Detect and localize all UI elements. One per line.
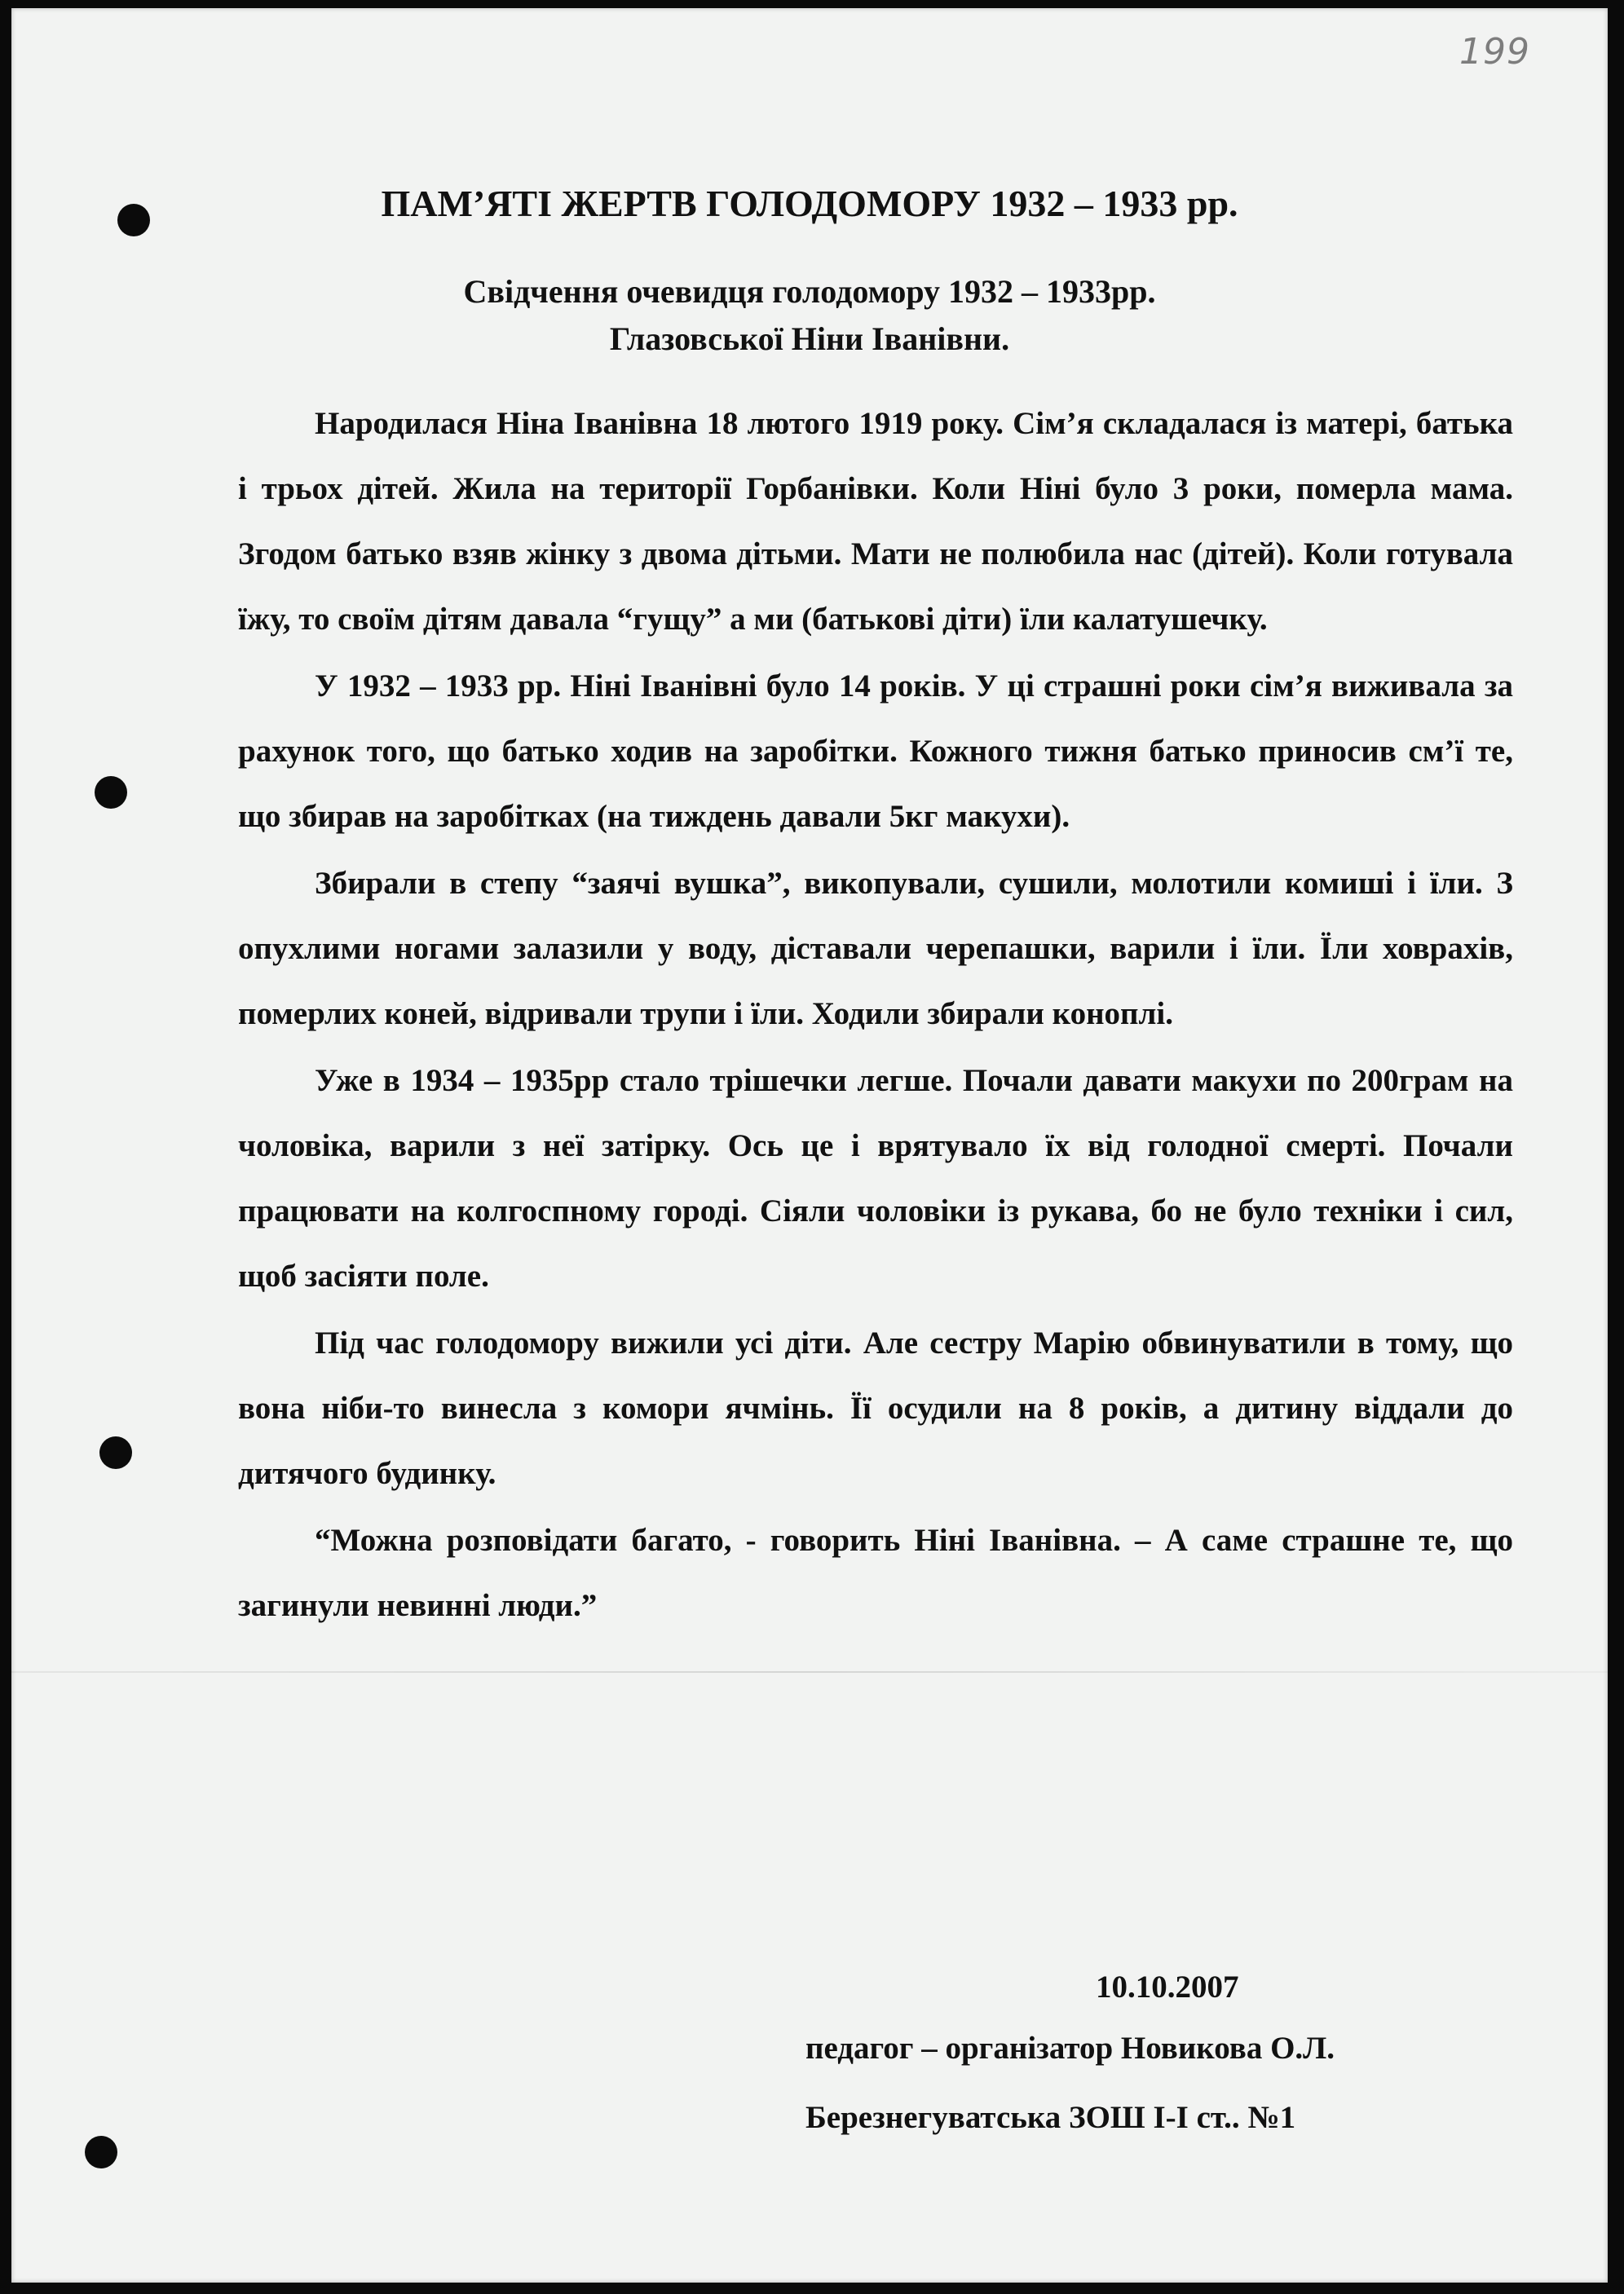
page-title: ПАМ’ЯТІ ЖЕРТВ ГОЛОДОМОРУ 1932 – 1933 рр.: [381, 183, 1238, 224]
testimony-body: [238, 391, 1513, 1640]
paragraph-survival: Під час голодомору вижили усі діти. Але сестру Марію обвинуватили в тому, що вона ніби-то винесла з комори ячмінь. Її осудили на 8 років, а дитину віддали до дитячого будинку.: [238, 1326, 1513, 1491]
document-date: 10.10.2007: [1096, 1970, 1239, 2005]
paragraph-1934: Уже в 1934 – 1935рр стало трішечки легше. Почали давати макухи по 200грам на чоловіка, варили з неї затірку. Ось це і врятувало їх від голодної смерті. Почали працювати на колгоспному городі. Сіяли чоловіки із рукава, бо не було техніки і сил, щоб засіяти поле.: [238, 1063, 1513, 1294]
paragraph-quote: “Можна розповідати багато, - говорить Ніні Іванівна. – А саме страшне те, що загинули невинні люди.”: [238, 1523, 1513, 1623]
school-name: Березнегуватська ЗОШ І-І ст.. №1: [805, 2100, 1296, 2135]
punch-hole-2: [95, 776, 127, 809]
punch-hole-4: [85, 2136, 117, 2168]
paragraph-gathering: Збирали в степу “заячі вушка”, викопували, сушили, молотили комиші і їли. З опухлими ногами залазили у воду, діставали черепашки, варили і їли. Їли ховрахів, померлих коней, відривали трупи і їли. Ходили збирали коноплі.: [238, 866, 1513, 1031]
subtitle-line-2: Глазовської Ніни Іванівни.: [609, 320, 1010, 357]
punch-hole-3: [99, 1436, 132, 1469]
paragraph-birth: Народилася Ніна Іванівна 18 лютого 1919 року. Сім’я складалася із матері, батька і трьох дітей. Жила на території Горбанівки. Коли Ніні було 3 роки, померла мама. Згодом батько взяв жінку з двома дітьми. Мати не полюбила нас (дітей). Коли готувала їжу, то своїм дітям давала “гущу” а ми (батькові діти) їли калатушечку.: [238, 406, 1513, 637]
paragraph-1932: У 1932 – 1933 рр. Ніні Іванівні було 14 років. У ці страшні роки сім’я виживала за рахунок того, що батько ходив на заробітки. Кожного тижня батько приносив см’ї те, що збирав на заробітках (на тиждень давали 5кг макухи).: [238, 668, 1513, 834]
fold-line: [11, 1671, 1608, 1673]
author-signature: педагог – організатор Новикова О.Л.: [805, 2031, 1335, 2066]
archive-page-number: 199: [1459, 31, 1530, 73]
document-page: [11, 8, 1608, 2283]
subtitle-line-1: Свідчення очевидця голодомору 1932 – 1933рр.: [463, 273, 1156, 310]
